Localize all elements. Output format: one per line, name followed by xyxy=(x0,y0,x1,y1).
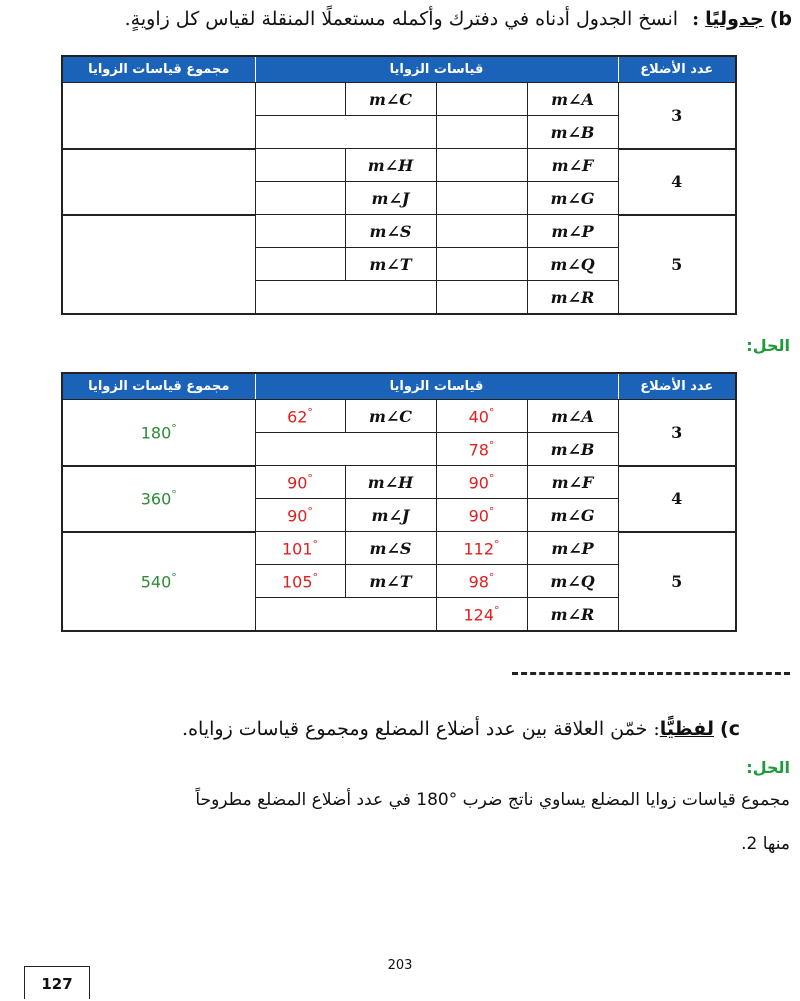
question-letter: b) xyxy=(769,8,792,30)
header-measures: قياسات الزوايا xyxy=(255,56,618,83)
angle-label: m∠P xyxy=(527,215,618,248)
angle-value: 90° xyxy=(255,466,345,499)
angle-value: 98° xyxy=(436,565,527,598)
angle-label: m∠T xyxy=(345,248,436,281)
empty-cell xyxy=(255,281,436,315)
value-cell xyxy=(436,248,527,281)
angle-value: 90° xyxy=(255,499,345,532)
table-row xyxy=(62,83,736,116)
value-cell xyxy=(255,149,345,182)
side-count: 3 xyxy=(618,400,736,466)
value-cell xyxy=(436,116,527,149)
table-row xyxy=(62,215,736,248)
value-cell xyxy=(255,248,345,281)
angle-label: m∠P xyxy=(527,532,618,565)
angle-label: m∠R xyxy=(527,598,618,632)
sum-cell xyxy=(62,83,255,149)
question-b xyxy=(8,8,792,30)
angle-label: m∠B xyxy=(527,433,618,466)
table-header-row xyxy=(62,373,736,400)
angle-sum: 360° xyxy=(62,466,255,532)
header-sum: مجموع قياسات الزوايا xyxy=(62,56,255,83)
dashed-separator xyxy=(512,672,790,675)
question-keyword: جدوليًا xyxy=(705,8,764,30)
question-text: انسخ الجدول أدناه في دفترك وأكمله مستعملًا المنقلة لقياس كل زاويةٍ. xyxy=(124,8,679,30)
value-cell xyxy=(436,281,527,315)
angle-value: 40° xyxy=(436,400,527,433)
angle-label: m∠A xyxy=(527,83,618,116)
question-text: خمّن العلاقة بين عدد أضلاع المضلع ومجموع قياسات زواياه. xyxy=(182,718,648,740)
angle-label: m∠J xyxy=(345,182,436,215)
angle-value: 90° xyxy=(436,499,527,532)
angle-label: m∠S xyxy=(345,215,436,248)
angle-value: 105° xyxy=(255,565,345,598)
answer-line-2: منها 2. xyxy=(741,834,790,854)
table-header-row xyxy=(62,56,736,83)
empty-cell xyxy=(255,433,436,466)
solved-angle-table xyxy=(61,372,737,632)
angle-value: 90° xyxy=(436,466,527,499)
angle-label: m∠C xyxy=(345,400,436,433)
header-measures: قياسات الزوايا xyxy=(255,373,618,400)
angle-label: m∠A xyxy=(527,400,618,433)
angle-label: m∠Q xyxy=(527,565,618,598)
angle-label: m∠J xyxy=(345,499,436,532)
answer-line-1: مجموع قياسات زوايا المضلع يساوي ناتج ضرب °180 في عدد أضلاع المضلع مطروحاً xyxy=(195,790,790,810)
side-count: 5 xyxy=(618,215,736,315)
angle-label: m∠C xyxy=(345,83,436,116)
angle-value: 78° xyxy=(436,433,527,466)
side-count: 4 xyxy=(618,149,736,215)
solution-label: الحل: xyxy=(746,336,790,355)
sum-cell xyxy=(62,149,255,215)
value-cell xyxy=(436,182,527,215)
header-sum: مجموع قياسات الزوايا xyxy=(62,373,255,400)
angle-value: 124° xyxy=(436,598,527,632)
angle-value: 112° xyxy=(436,532,527,565)
angle-label: m∠R xyxy=(527,281,618,315)
empty-cell xyxy=(255,116,436,149)
angle-label: m∠F xyxy=(527,466,618,499)
angle-value: 101° xyxy=(255,532,345,565)
angle-label: m∠G xyxy=(527,182,618,215)
side-count: 3 xyxy=(618,83,736,149)
page-number: 203 xyxy=(387,958,413,973)
angle-value: 62° xyxy=(255,400,345,433)
side-count: 4 xyxy=(618,466,736,532)
side-count: 5 xyxy=(618,532,736,632)
question-sep: : xyxy=(692,8,700,30)
value-cell xyxy=(255,215,345,248)
angle-label: m∠S xyxy=(345,532,436,565)
angle-label: m∠B xyxy=(527,116,618,149)
angle-label: m∠H xyxy=(345,149,436,182)
angle-label: m∠F xyxy=(527,149,618,182)
angle-label: m∠H xyxy=(345,466,436,499)
value-cell xyxy=(436,149,527,182)
angle-sum: 180° xyxy=(62,400,255,466)
question-keyword: لفظيًّا xyxy=(659,718,714,740)
table-row xyxy=(62,400,736,433)
value-cell xyxy=(436,83,527,116)
angle-label: m∠T xyxy=(345,565,436,598)
table-row xyxy=(62,149,736,182)
sum-cell xyxy=(62,215,255,315)
book-page-number: 127 xyxy=(24,966,90,999)
header-sides: عدد الأضلاع xyxy=(618,373,736,400)
question-sep: : xyxy=(653,718,660,740)
header-sides: عدد الأضلاع xyxy=(618,56,736,83)
question-letter: c) xyxy=(720,718,740,740)
value-cell xyxy=(255,182,345,215)
angle-label: m∠Q xyxy=(527,248,618,281)
empty-cell xyxy=(255,598,436,632)
angle-sum: 540° xyxy=(62,532,255,632)
angle-label: m∠G xyxy=(527,499,618,532)
empty-angle-table xyxy=(61,55,737,315)
table-row xyxy=(62,532,736,565)
question-c xyxy=(20,718,740,740)
table-row xyxy=(62,466,736,499)
solution-label: الحل: xyxy=(746,758,790,777)
value-cell xyxy=(436,215,527,248)
value-cell xyxy=(255,83,345,116)
